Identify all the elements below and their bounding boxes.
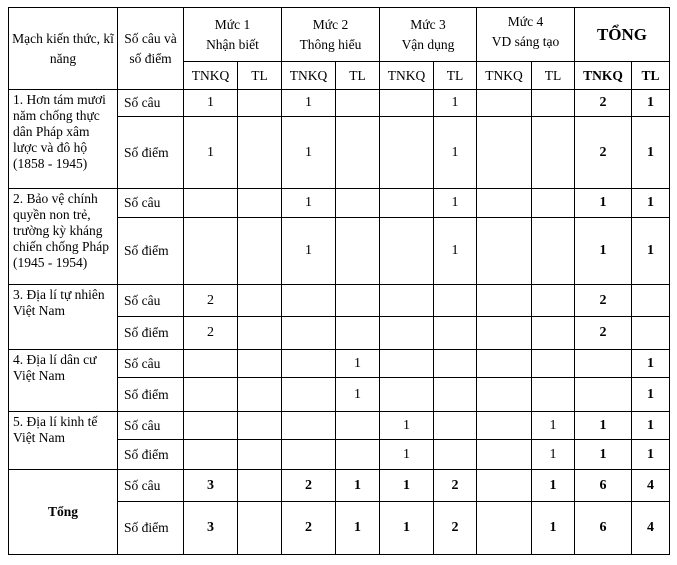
value-cell: 1 bbox=[282, 189, 336, 218]
row-type-label: Số câu bbox=[118, 470, 184, 502]
value-cell: 2 bbox=[575, 317, 632, 350]
value-cell bbox=[238, 350, 282, 378]
value-cell bbox=[238, 502, 282, 555]
value-cell bbox=[184, 412, 238, 440]
value-cell bbox=[336, 189, 380, 218]
value-cell bbox=[380, 317, 434, 350]
row-type-label: Số điểm bbox=[118, 317, 184, 350]
value-cell: 1 bbox=[632, 90, 670, 117]
value-cell bbox=[632, 317, 670, 350]
value-cell: 1 bbox=[575, 218, 632, 285]
row-type-label: Số điểm bbox=[118, 117, 184, 189]
row-type-label: Số câu bbox=[118, 350, 184, 378]
value-cell bbox=[632, 285, 670, 317]
value-cell bbox=[282, 378, 336, 412]
value-cell bbox=[532, 378, 575, 412]
value-cell: 3 bbox=[184, 470, 238, 502]
value-cell bbox=[184, 189, 238, 218]
value-cell: 3 bbox=[184, 502, 238, 555]
value-cell: 1 bbox=[632, 189, 670, 218]
topic-cell: 4. Địa lí dân cư Việt Nam bbox=[9, 350, 118, 412]
value-cell bbox=[238, 90, 282, 117]
subheader-tnkq: TNKQ bbox=[282, 62, 336, 90]
value-cell bbox=[238, 117, 282, 189]
value-cell bbox=[434, 285, 477, 317]
value-cell: 1 bbox=[532, 440, 575, 470]
value-cell bbox=[336, 317, 380, 350]
value-cell bbox=[282, 412, 336, 440]
value-cell bbox=[477, 317, 532, 350]
header-topic: Mạch kiến thức, kĩ năng bbox=[9, 8, 118, 90]
value-cell: 1 bbox=[632, 440, 670, 470]
value-cell bbox=[477, 502, 532, 555]
table-row bbox=[9, 350, 670, 378]
value-cell: 1 bbox=[632, 117, 670, 189]
level-name: Mức 4 bbox=[507, 14, 544, 29]
header-total: TỔNG bbox=[575, 8, 670, 62]
value-cell bbox=[477, 285, 532, 317]
value-cell: 1 bbox=[434, 218, 477, 285]
value-cell bbox=[238, 412, 282, 440]
value-cell: 2 bbox=[575, 285, 632, 317]
subheader-tnkq: TNKQ bbox=[380, 62, 434, 90]
value-cell bbox=[532, 189, 575, 218]
value-cell: 1 bbox=[336, 502, 380, 555]
value-cell: 2 bbox=[282, 470, 336, 502]
value-cell: 1 bbox=[380, 502, 434, 555]
value-cell bbox=[532, 90, 575, 117]
value-cell: 1 bbox=[632, 412, 670, 440]
topic-cell: 3. Địa lí tự nhiên Việt Nam bbox=[9, 285, 118, 350]
value-cell: 1 bbox=[380, 440, 434, 470]
value-cell bbox=[477, 189, 532, 218]
subheader-tl: TL bbox=[434, 62, 477, 90]
subheader-tl: TL bbox=[532, 62, 575, 90]
value-cell bbox=[336, 285, 380, 317]
value-cell: 2 bbox=[184, 285, 238, 317]
value-cell bbox=[282, 285, 336, 317]
table-row bbox=[9, 90, 670, 117]
subheader-tl: TL bbox=[238, 62, 282, 90]
value-cell: 1 bbox=[434, 90, 477, 117]
value-cell: 1 bbox=[434, 189, 477, 218]
row-type-label: Số điểm bbox=[118, 502, 184, 555]
value-cell bbox=[282, 350, 336, 378]
value-cell: 1 bbox=[184, 90, 238, 117]
header-row bbox=[9, 8, 670, 62]
value-cell bbox=[380, 285, 434, 317]
value-cell bbox=[434, 350, 477, 378]
value-cell: 2 bbox=[434, 470, 477, 502]
value-cell bbox=[184, 378, 238, 412]
value-cell bbox=[238, 285, 282, 317]
subheader-tl: TL bbox=[336, 62, 380, 90]
value-cell bbox=[238, 378, 282, 412]
header-level-4 bbox=[477, 8, 575, 62]
value-cell bbox=[477, 470, 532, 502]
value-cell bbox=[477, 350, 532, 378]
value-cell bbox=[380, 117, 434, 189]
value-cell: 1 bbox=[282, 218, 336, 285]
value-cell bbox=[336, 90, 380, 117]
row-type-label: Số câu bbox=[118, 90, 184, 117]
value-cell bbox=[380, 350, 434, 378]
level-desc: Thông hiểu bbox=[299, 36, 362, 52]
value-cell bbox=[575, 350, 632, 378]
value-cell: 1 bbox=[336, 378, 380, 412]
value-cell bbox=[380, 218, 434, 285]
value-cell bbox=[532, 285, 575, 317]
value-cell: 1 bbox=[575, 412, 632, 440]
value-cell bbox=[477, 440, 532, 470]
value-cell bbox=[336, 412, 380, 440]
value-cell: 1 bbox=[632, 350, 670, 378]
value-cell bbox=[336, 440, 380, 470]
level-name: Mức 3 bbox=[410, 16, 446, 32]
value-cell: 1 bbox=[532, 470, 575, 502]
value-cell bbox=[434, 440, 477, 470]
table-row bbox=[9, 285, 670, 317]
value-cell: 6 bbox=[575, 470, 632, 502]
header-level-1 bbox=[184, 8, 282, 62]
value-cell bbox=[434, 378, 477, 412]
level-name: Mức 1 bbox=[214, 16, 251, 32]
value-cell bbox=[238, 440, 282, 470]
value-cell bbox=[477, 90, 532, 117]
value-cell bbox=[238, 317, 282, 350]
value-cell bbox=[477, 378, 532, 412]
value-cell bbox=[380, 90, 434, 117]
topic-cell: 2. Bảo vệ chính quyền non trẻ, trường kỳ kháng chiến chống Pháp (1945 - 1954) bbox=[9, 189, 118, 285]
value-cell bbox=[532, 117, 575, 189]
value-cell: 2 bbox=[575, 90, 632, 117]
value-cell bbox=[380, 378, 434, 412]
row-type-label: Số điểm bbox=[118, 378, 184, 412]
value-cell: 1 bbox=[184, 117, 238, 189]
value-cell: 1 bbox=[434, 117, 477, 189]
row-type-label: Số điểm bbox=[118, 218, 184, 285]
value-cell: 4 bbox=[632, 502, 670, 555]
value-cell bbox=[575, 378, 632, 412]
row-type-label: Số điểm bbox=[118, 440, 184, 470]
value-cell bbox=[532, 350, 575, 378]
value-cell bbox=[380, 189, 434, 218]
value-cell: 1 bbox=[282, 90, 336, 117]
topic-cell: Tổng bbox=[9, 470, 118, 555]
level-name: Mức 2 bbox=[312, 16, 349, 32]
table-row bbox=[9, 189, 670, 218]
value-cell bbox=[282, 317, 336, 350]
value-cell: 1 bbox=[632, 378, 670, 412]
value-cell bbox=[477, 412, 532, 440]
subheader-tnkq: TNKQ bbox=[184, 62, 238, 90]
level-desc: Nhận biết bbox=[206, 36, 259, 52]
value-cell bbox=[477, 117, 532, 189]
value-cell: 4 bbox=[632, 470, 670, 502]
row-type-label: Số câu bbox=[118, 285, 184, 317]
subheader-tl: TL bbox=[632, 62, 670, 90]
header-type: Số câu và số điểm bbox=[118, 8, 184, 90]
subheader-tnkq: TNKQ bbox=[477, 62, 532, 90]
row-type-label: Số câu bbox=[118, 189, 184, 218]
topic-cell: 1. Hơn tám mươi năm chống thực dân Pháp xâm lược và đô hộ (1858 - 1945) bbox=[9, 90, 118, 189]
value-cell: 1 bbox=[532, 502, 575, 555]
topic-cell: 5. Địa lí kinh tế Việt Nam bbox=[9, 412, 118, 470]
value-cell: 1 bbox=[532, 412, 575, 440]
value-cell bbox=[184, 218, 238, 285]
header-level-2 bbox=[282, 8, 380, 62]
value-cell bbox=[477, 218, 532, 285]
subheader-tnkq: TNKQ bbox=[575, 62, 632, 90]
value-cell: 2 bbox=[575, 117, 632, 189]
value-cell bbox=[434, 412, 477, 440]
value-cell: 1 bbox=[336, 350, 380, 378]
value-cell: 1 bbox=[380, 412, 434, 440]
value-cell: 1 bbox=[380, 470, 434, 502]
value-cell bbox=[184, 440, 238, 470]
value-cell: 2 bbox=[434, 502, 477, 555]
value-cell: 6 bbox=[575, 502, 632, 555]
matrix-table bbox=[8, 7, 670, 555]
value-cell bbox=[336, 218, 380, 285]
value-cell bbox=[184, 350, 238, 378]
value-cell bbox=[238, 218, 282, 285]
value-cell bbox=[532, 218, 575, 285]
row-type-label: Số câu bbox=[118, 412, 184, 440]
value-cell: 1 bbox=[575, 440, 632, 470]
value-cell: 2 bbox=[184, 317, 238, 350]
level-desc: Vận dụng bbox=[401, 36, 455, 52]
level-desc: VD sáng tạo bbox=[491, 34, 560, 49]
value-cell: 1 bbox=[632, 218, 670, 285]
value-cell: 1 bbox=[282, 117, 336, 189]
value-cell bbox=[282, 440, 336, 470]
value-cell: 2 bbox=[282, 502, 336, 555]
value-cell bbox=[238, 189, 282, 218]
table-row bbox=[9, 412, 670, 440]
table-row bbox=[9, 470, 670, 502]
value-cell: 1 bbox=[575, 189, 632, 218]
value-cell bbox=[532, 317, 575, 350]
header-level-3 bbox=[380, 8, 477, 62]
value-cell bbox=[238, 470, 282, 502]
value-cell: 1 bbox=[336, 470, 380, 502]
value-cell bbox=[434, 317, 477, 350]
value-cell bbox=[336, 117, 380, 189]
